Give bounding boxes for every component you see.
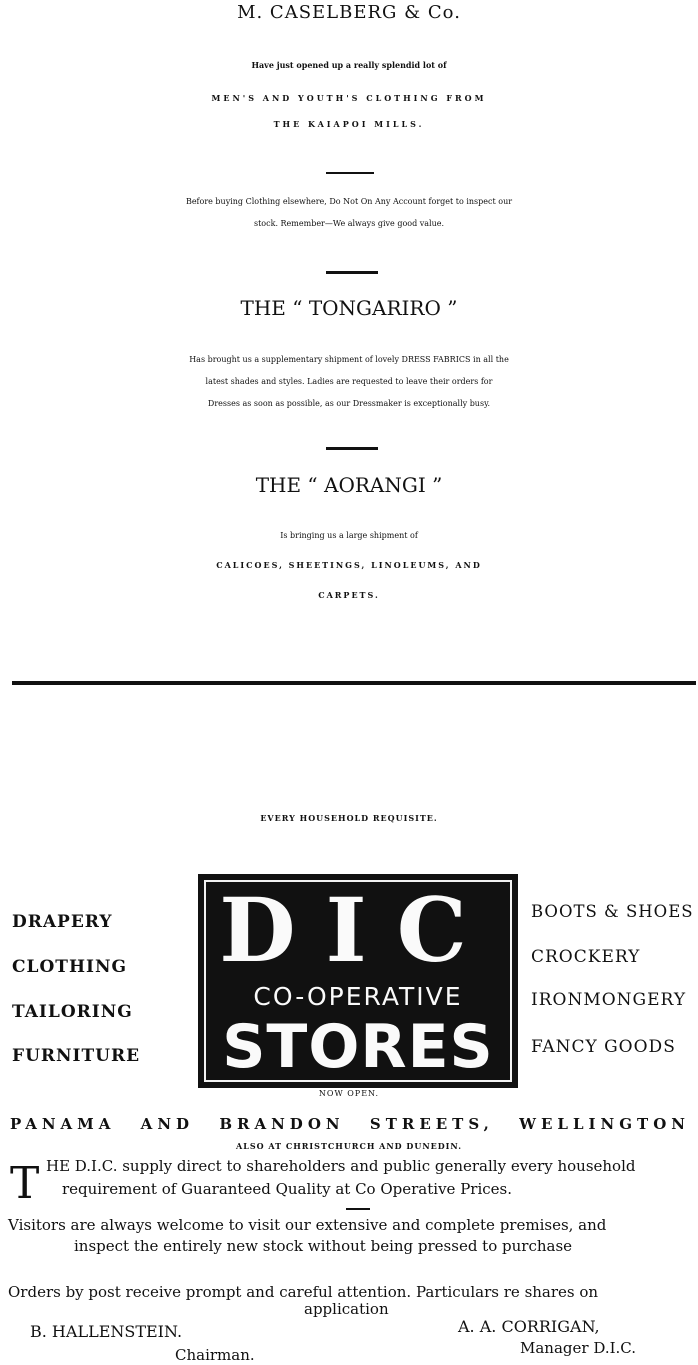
chairman-name: B. HALLENSTEIN.: [30, 1322, 183, 1341]
also-at-branches: ALSO AT CHRISTCHURCH AND DUNEDIN.: [235, 1141, 462, 1151]
aorangi-heading: THE “ AORANGI ”: [255, 473, 443, 497]
advert-divider: [12, 681, 696, 685]
clothing-headline-line1: MEN'S AND YOUTH'S CLOTHING FROM: [211, 93, 487, 103]
dic-logo-stores: STORES: [222, 1012, 494, 1082]
left-item-furniture: FURNITURE: [12, 1046, 141, 1066]
aorangi-headline-line1: CALICOES, SHEETINGS, LINOLEUMS, AND: [216, 560, 482, 570]
clothing-headline-line2: THE KAIAPOI MILLS.: [273, 119, 425, 129]
now-open-heading: NOW OPEN.: [318, 1089, 380, 1098]
left-item-tailoring: TAILORING: [12, 1002, 133, 1022]
dic-logo-cooperative: CO-OPERATIVE: [253, 982, 463, 1011]
supply-paragraph-line2: requirement of Guaranteed Quality at Co Operative Prices.: [62, 1180, 512, 1198]
section-rule: [326, 172, 374, 174]
caselberg-title: M. CASELBERG & Co.: [237, 2, 461, 23]
manager-name: A. A. CORRIGAN,: [458, 1317, 600, 1336]
right-item-boots-shoes: BOOTS & SHOES: [531, 902, 694, 921]
left-item-drapery: DRAPERY: [12, 912, 113, 932]
caselberg-intro: Have just opened up a really splendid lot of: [251, 60, 447, 70]
store-address: PANAMA AND BRANDON STREETS, WELLINGTON: [10, 1115, 690, 1133]
section-rule: [326, 271, 378, 274]
visitors-paragraph-line1: Visitors are always welcome to visit our extensive and complete premises, and: [8, 1216, 607, 1234]
right-item-crockery: CROCKERY: [531, 947, 641, 967]
section-rule: [346, 1208, 370, 1210]
aorangi-paragraph: Is bringing us a large shipment of: [280, 531, 418, 540]
right-item-ironmongery: IRONMONGERY: [531, 990, 687, 1010]
tongariro-paragraph-line1: Has brought us a supplementary shipment of lovely DRESS FABRICS in all the: [189, 355, 509, 364]
visitors-paragraph-line2: inspect the entirely new stock without being pressed to purchase: [74, 1237, 573, 1255]
clothing-paragraph-line1: Before buying Clothing elsewhere, Do Not On Any Account forget to inspect our: [185, 197, 513, 206]
orders-paragraph-line2: application: [304, 1300, 389, 1318]
drop-capital: T: [10, 1158, 40, 1209]
right-item-fancy-goods: FANCY GOODS: [531, 1037, 676, 1057]
dic-logo-letters: DIC: [219, 878, 497, 982]
supply-paragraph-line1: HE D.I.C. supply direct to shareholders and public generally every household: [46, 1157, 636, 1175]
tongariro-paragraph-line3: Dresses as soon as possible, as our Dressmaker is exceptionally busy.: [207, 399, 491, 408]
clothing-paragraph-line2: stock. Remember—We always give good value.: [253, 219, 445, 228]
manager-title: Manager D.I.C.: [520, 1339, 636, 1357]
aorangi-headline-line2: CARPETS.: [318, 590, 380, 600]
dic-logo-frame: [204, 880, 512, 1082]
dic-logo: [198, 874, 518, 1088]
dic-heading: EVERY HOUSEHOLD REQUISITE.: [260, 813, 438, 823]
left-item-clothing: CLOTHING: [12, 957, 128, 977]
tongariro-paragraph-line2: latest shades and styles. Ladies are requested to leave their orders for: [205, 377, 493, 386]
section-rule: [326, 447, 378, 450]
chairman-title: Chairman.: [175, 1346, 255, 1364]
orders-paragraph-line1: Orders by post receive prompt and careful attention. Particulars re shares on: [8, 1283, 599, 1301]
tongariro-heading: THE “ TONGARIRO ”: [240, 296, 458, 320]
